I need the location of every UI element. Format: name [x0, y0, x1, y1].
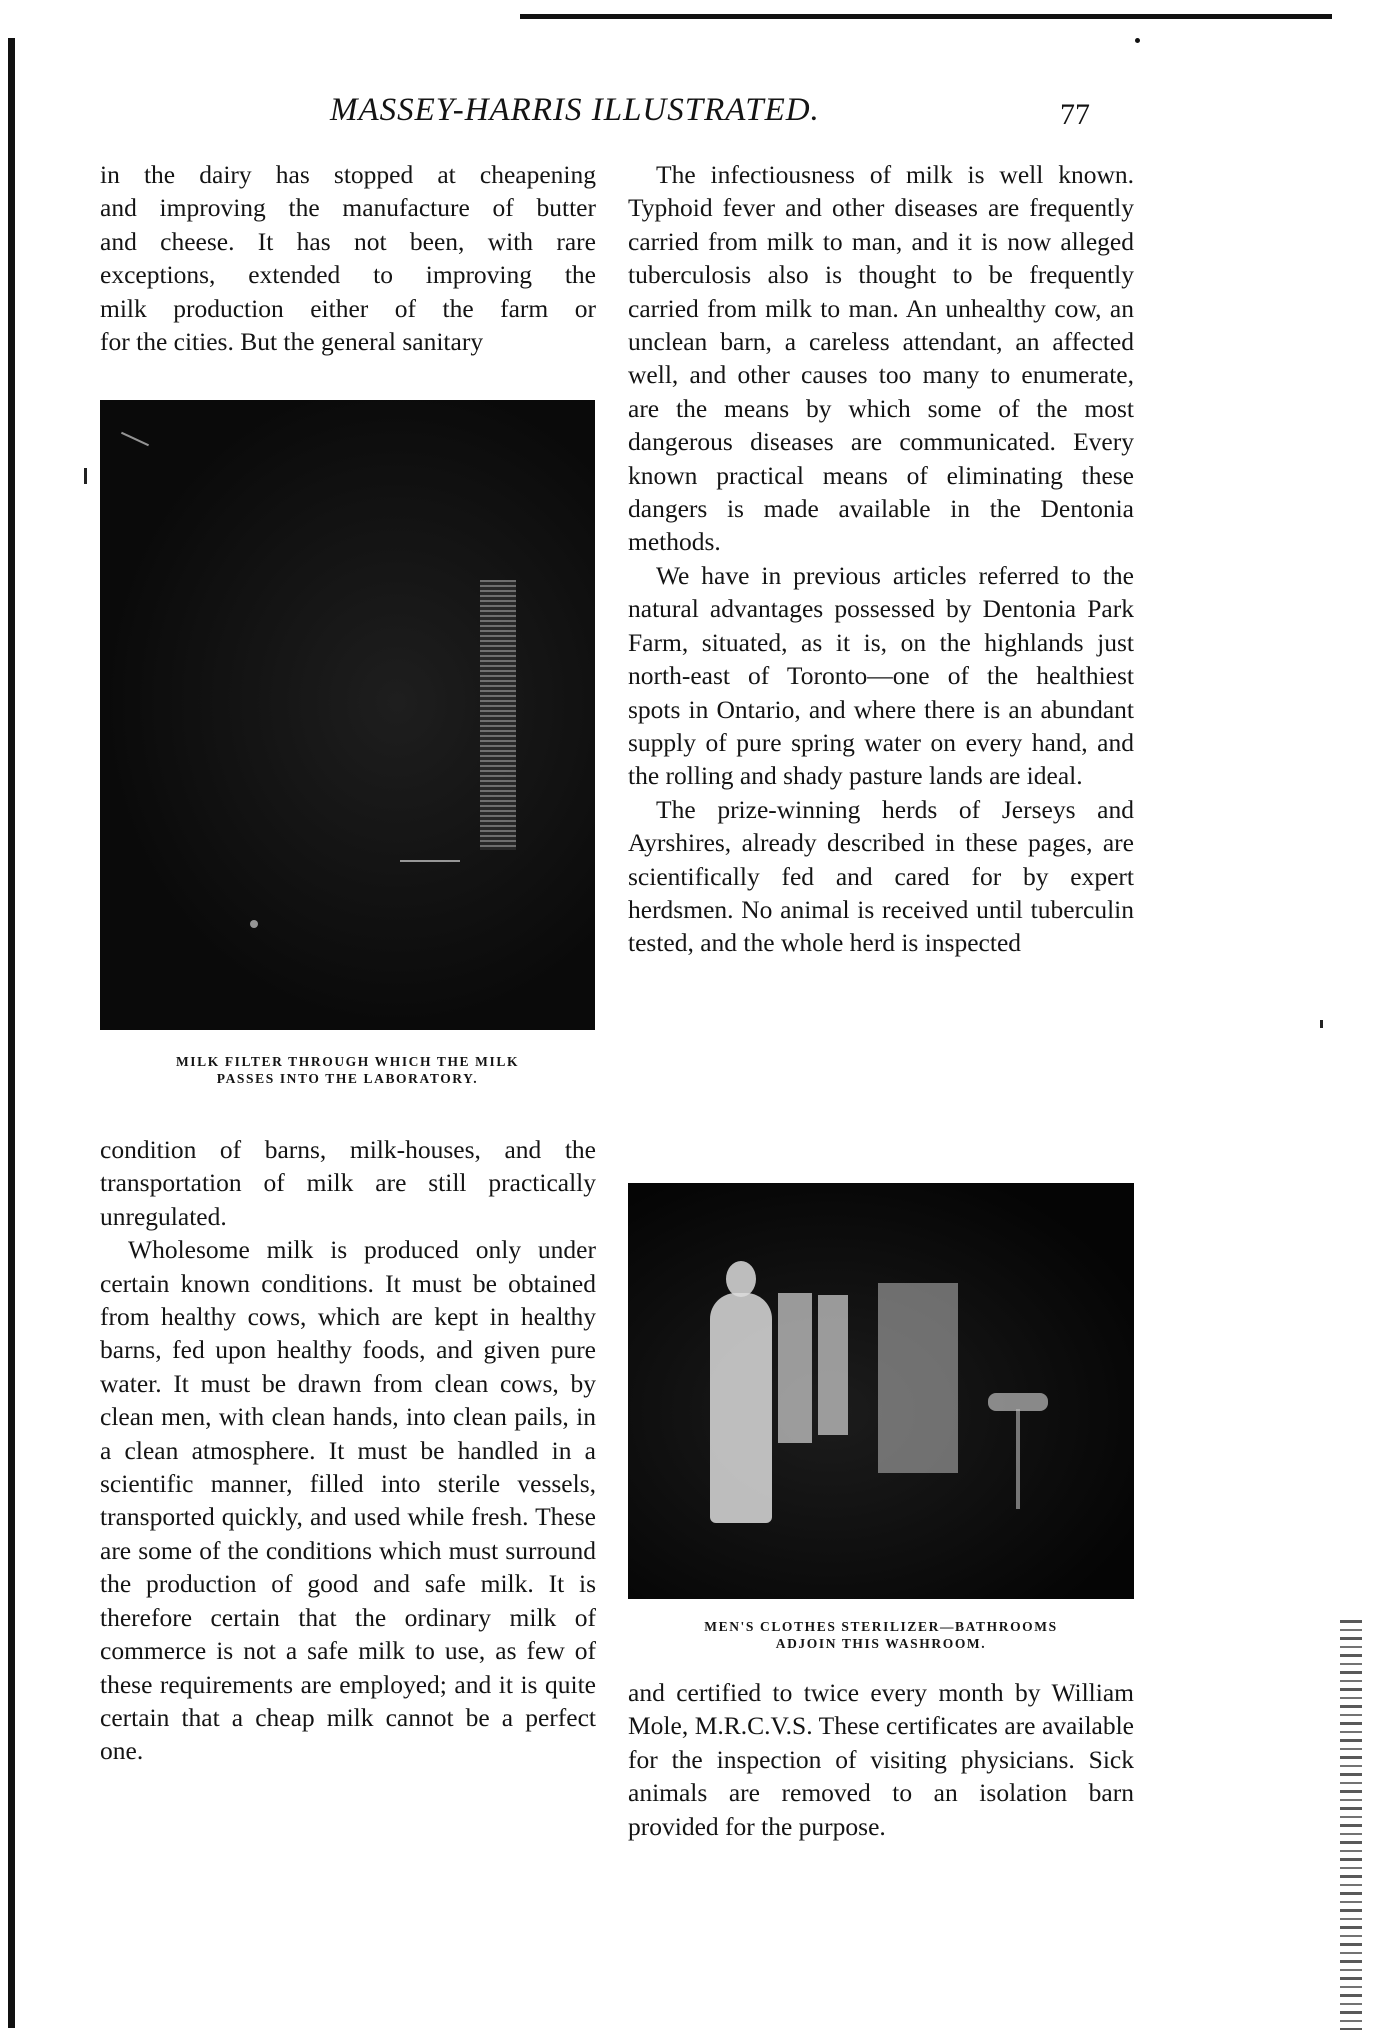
paragraph: and certified to twice every month by William Mole, M.R.C.V.S. These certificates are available for the inspection of visiting physicians. Sick animals are removed to an isolation barn provided for the purpose. — [628, 1678, 1134, 1841]
margin-mark — [1320, 1020, 1323, 1028]
paragraph: We have in previous articles referred to the natural advantages possessed by Dentonia Park Farm, situated, as it is, on the highlands just north-east of Toronto—one of the healthiest spots in Ontario, and where there is an abundant supply of pure spring water on every hand, and the rolling and shady pasture lands are ideal. — [628, 560, 1134, 791]
sterilizer-cabinet — [878, 1283, 958, 1473]
filter-apparatus — [480, 580, 516, 850]
right-column-top — [628, 158, 1134, 960]
text-line: and cheese. It has not been, with rare — [100, 226, 596, 256]
figure-caption-sterilizer — [628, 1618, 1134, 1652]
text-line: exceptions, extended to improving the — [100, 260, 596, 290]
paragraph: The prize-winning herds of Jerseys and Ayrshires, already described in these pages, are scientifically fed and cared for by expert herdsmen. No animal is received until tuberculin tested, and the whole herd is inspected — [628, 794, 1134, 958]
right-column-bottom — [628, 1676, 1134, 1843]
caption-line: MEN'S CLOTHES STERILIZER—BATHROOMS — [704, 1619, 1058, 1634]
hanging-coat — [818, 1295, 848, 1435]
caption-line: ADJOIN THIS WASHROOM. — [775, 1636, 987, 1651]
text-line: for the cities. But the general sanitary — [100, 327, 484, 357]
left-column-bottom — [100, 1133, 596, 1768]
top-rule — [520, 14, 1332, 19]
page-number: 77 — [1060, 98, 1090, 131]
left-column-top — [100, 158, 596, 358]
right-edge-specks — [1340, 1620, 1362, 2030]
figure-caption-filter — [100, 1053, 595, 1087]
paragraph: The infectiousness of milk is well known. Typhoid fever and other diseases are frequently carried from milk to man, and it is now alleged tuberculosis also is thought to be frequently carried from milk to man. An unhealthy cow, an unclean barn, a careless attendant, an affected well, and other causes too many to enumerate, are the means by which some of the most dangerous diseases are communicated. Every known practical means of eliminating these dangers is made available in the Dentonia methods. — [628, 160, 1134, 557]
margin-mark — [84, 468, 87, 484]
text-line: milk production either of the farm or — [100, 293, 596, 323]
paragraph: condition of barns, milk-houses, and the transportation of milk are still practically unregulated. — [100, 1135, 596, 1231]
hanging-coat — [778, 1293, 812, 1443]
man-head — [726, 1261, 756, 1297]
text-line: and improving the manufacture of butter — [100, 193, 596, 223]
caption-line: PASSES INTO THE LABORATORY. — [216, 1071, 479, 1086]
photo-highlight — [400, 860, 460, 862]
caption-line: MILK FILTER THROUGH WHICH THE MILK — [175, 1054, 520, 1069]
paragraph: Wholesome milk is produced only under certain known conditions. It must be obtained from healthy cows, which are kept in healthy barns, fed upon healthy foods, and given pure water. It must be drawn from clean cows, by clean men, with clean hands, into clean pails, in a clean atmosphere. It must be handled in a scientific manner, filled into sterile vessels, transported quickly, and used while fresh. These are some of the conditions which must surround the production of good and safe milk. It is therefore certain that the ordinary milk of commerce is not a safe milk to use, as few of these requirements are employed; and it is quite certain that a cheap milk cannot be a perfect one. — [100, 1235, 596, 1766]
man-in-white-coat — [710, 1293, 772, 1523]
photo-highlight — [121, 432, 149, 446]
running-head: MASSEY-HARRIS ILLUSTRATED. — [330, 92, 820, 128]
speck-mark — [1135, 38, 1140, 43]
milk-filter-photo — [100, 400, 595, 1030]
basin-stand — [1016, 1409, 1020, 1509]
clothes-sterilizer-photo — [628, 1183, 1134, 1599]
photo-highlight — [250, 920, 258, 928]
left-binding-edge — [8, 38, 15, 2028]
text-line: in the dairy has stopped at cheapening — [100, 160, 596, 189]
